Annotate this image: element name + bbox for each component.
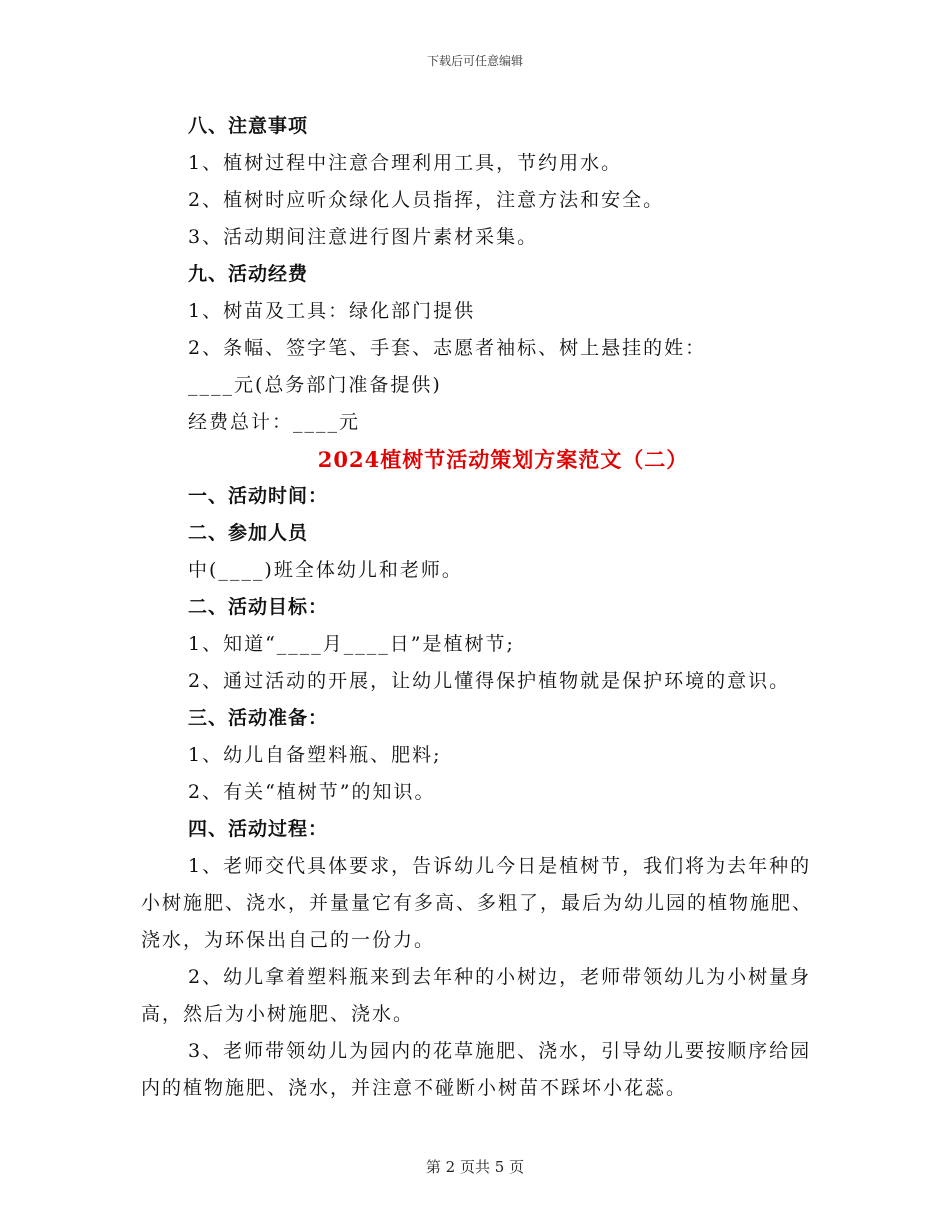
body-line: 中(____)班全体幼儿和老师。 (188, 559, 463, 581)
header-note: 下载后可任意编辑 (426, 54, 523, 68)
section-heading: 三、活动准备： (188, 707, 329, 729)
body-line: 1、树苗及工具：绿化部门提供 (188, 300, 476, 322)
section-heading: 二、参加人员 (188, 522, 309, 544)
body-line: 2、条幅、签字笔、手套、志愿者袖标、树上悬挂的姓： (188, 337, 707, 359)
section-heading: 九、活动经费 (188, 263, 309, 285)
section-heading: 八、注意事项 (188, 115, 309, 137)
body-line: 经费总计：____元 (188, 411, 361, 433)
section-heading: 二、活动目标： (188, 596, 329, 618)
body-line: 2、有关“植树节”的知识。 (188, 781, 436, 803)
body-line: 2、通过活动的开展，让幼儿懂得保护植物就是保护环境的意识。 (188, 670, 791, 692)
body-line: 3、活动期间注意进行图片素材采集。 (188, 226, 539, 248)
body-line: 2、植树时应听众绿化人员指挥，注意方法和安全。 (188, 189, 665, 211)
body-line: ____元(总务部门准备提供) (188, 374, 442, 396)
body-line: 1、知道“____月____日”是植树节; (188, 633, 515, 655)
page-number: 第 2 页共 5 页 (425, 1158, 525, 1176)
body-line: 1、幼儿自备塑料瓶、肥料; (188, 744, 442, 766)
body-paragraph: 1、老师交代具体要求，告诉幼儿今日是植树节，我们将为去年种的小树施肥、浇水，并量量它有多高、多粗了，最后为幼儿园的植物施肥、浇水，为环保出自己的一份力。 (141, 855, 814, 951)
section-heading: 一、活动时间： (188, 485, 329, 507)
body-paragraph: 3、老师带领幼儿为园内的花草施肥、浇水，引导幼儿要按顺序给园内的植物施肥、浇水，并注意不碰断小树苗不踩坏小花蕊。 (141, 1040, 812, 1099)
body-paragraph: 2、幼儿拿着塑料瓶来到去年种的小树边，老师带领幼儿为小树量身高，然后为小树施肥、浇水。 (141, 966, 812, 1025)
section-heading: 四、活动过程： (188, 818, 329, 840)
document-title: 2024植树节活动策划方案范文（二） (317, 447, 689, 472)
document-body (141, 108, 818, 1107)
body-line: 1、植树过程中注意合理利用工具，节约用水。 (188, 152, 623, 174)
